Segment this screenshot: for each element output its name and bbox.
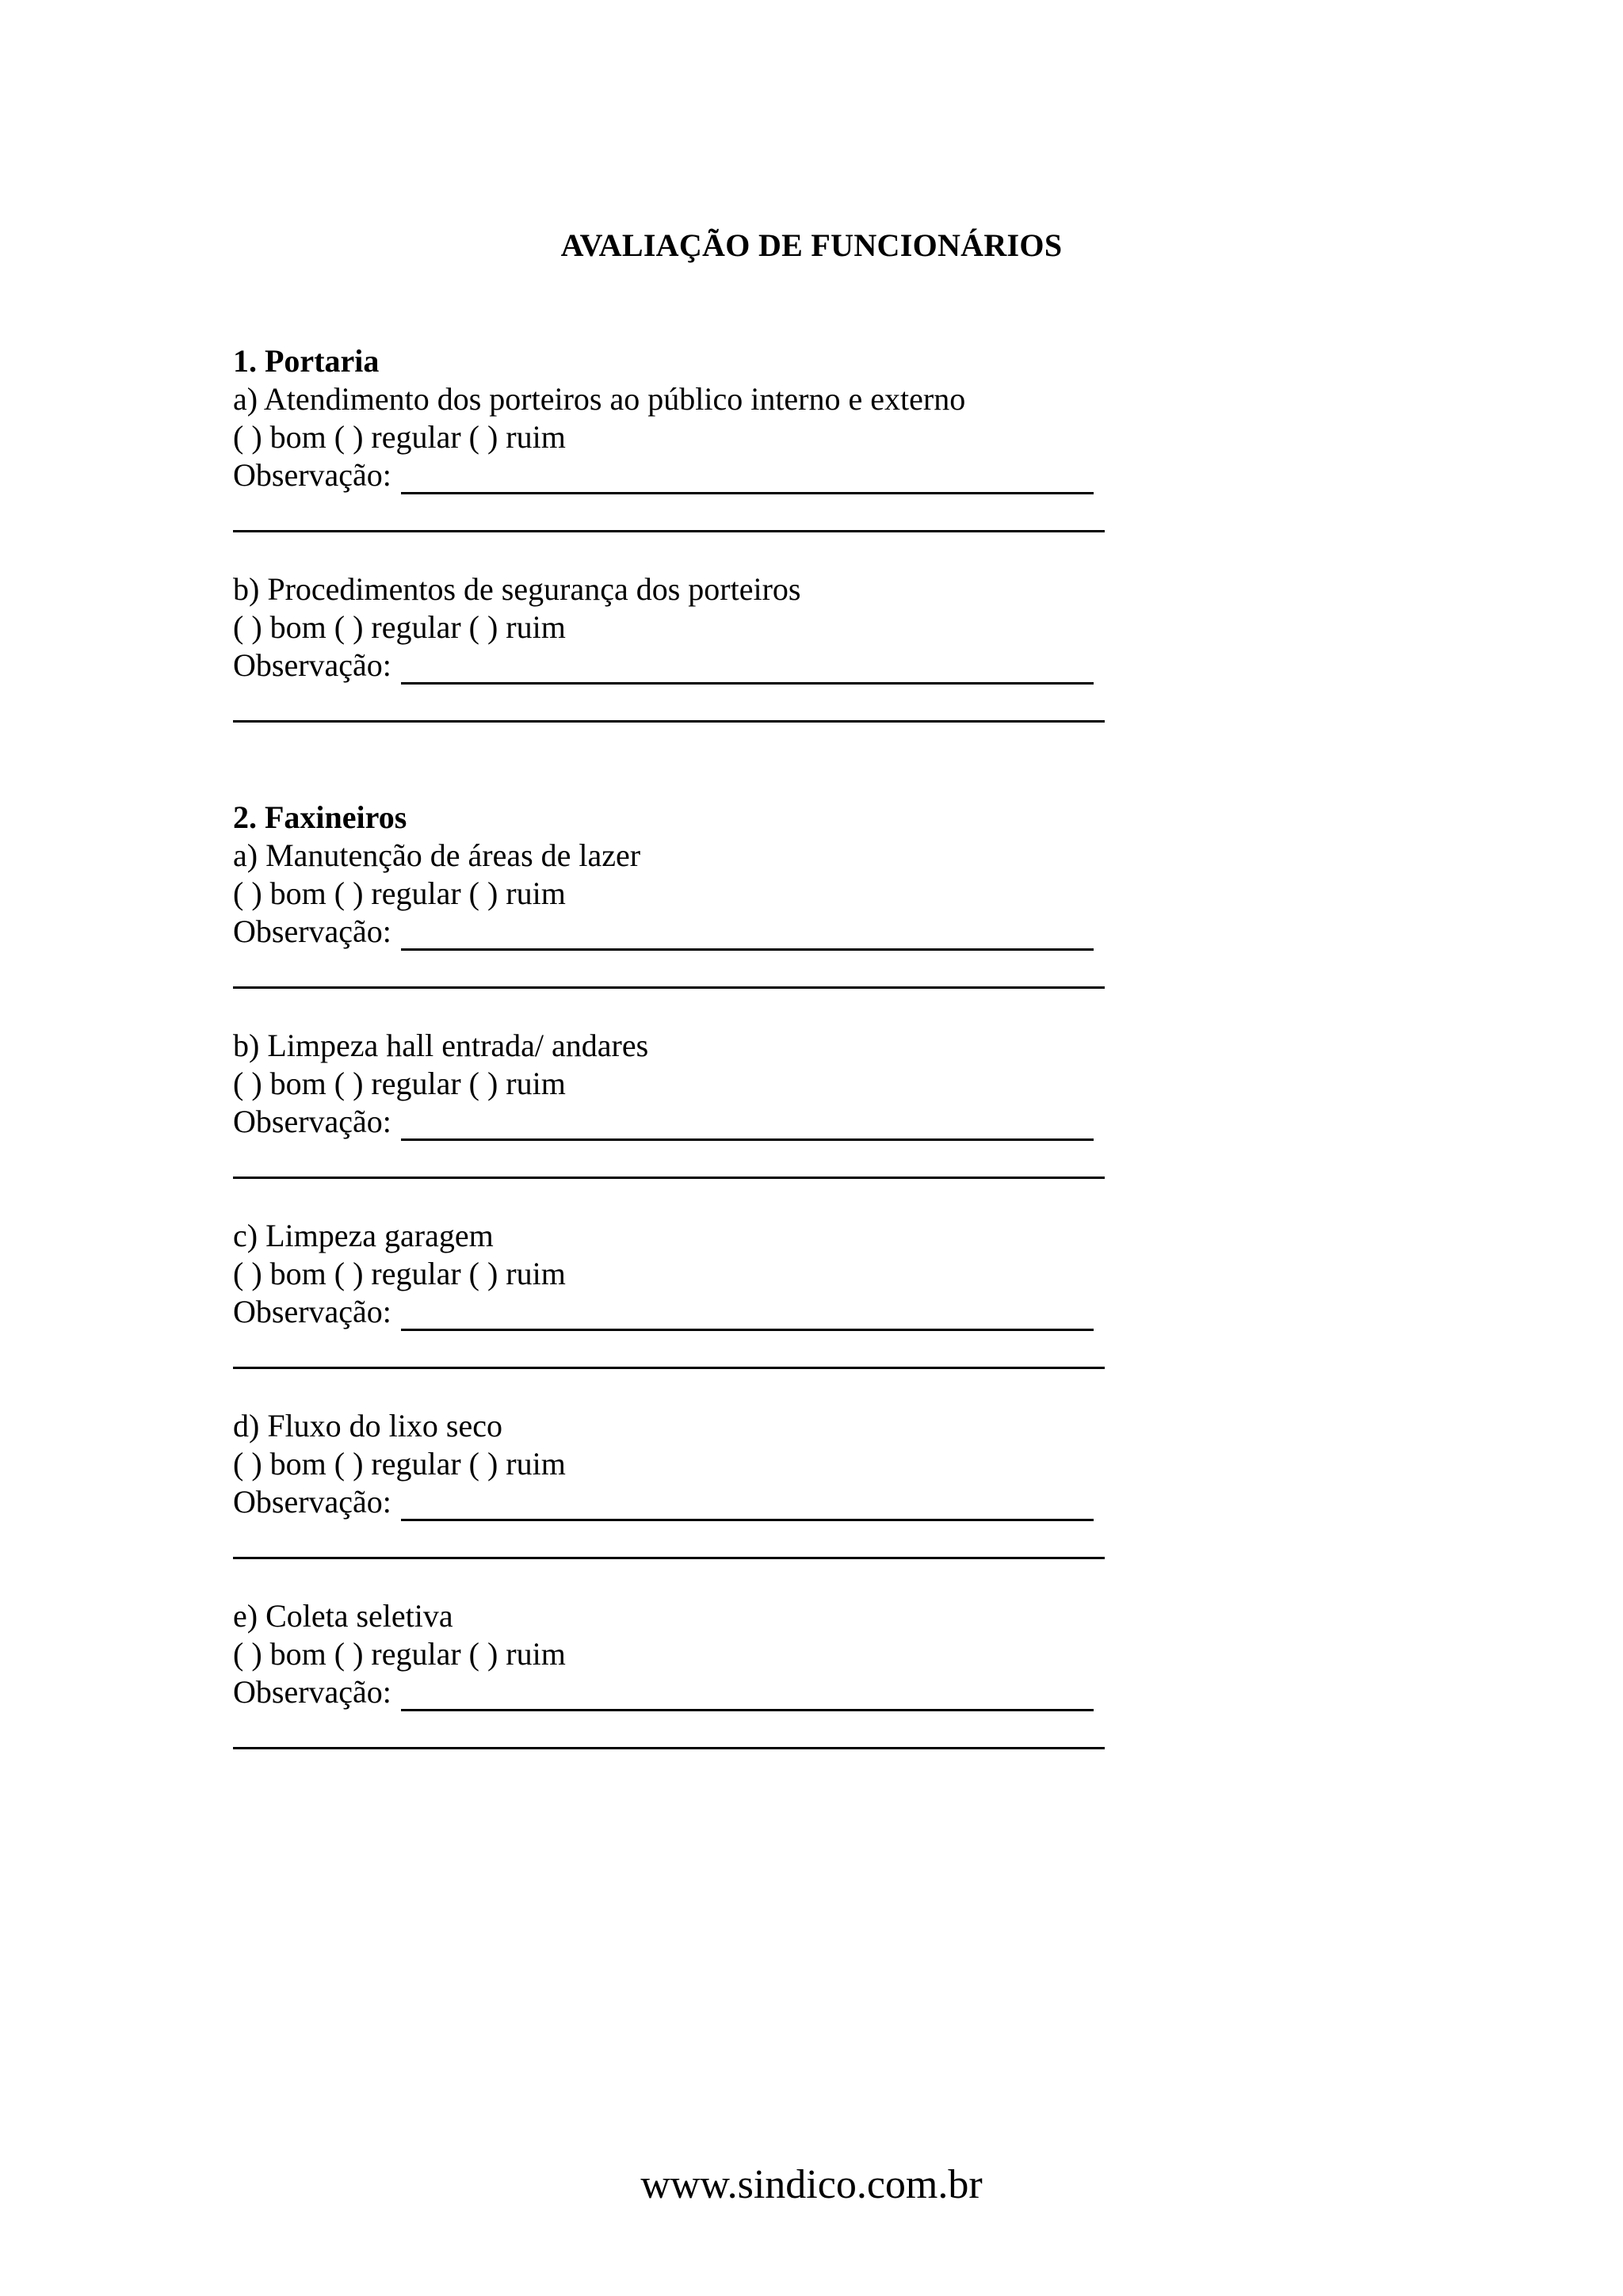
observation-field[interactable]	[401, 1299, 1094, 1331]
observation-continuation-line[interactable]	[233, 1331, 1105, 1369]
observation-continuation-line[interactable]	[233, 685, 1105, 723]
observation-field[interactable]	[401, 918, 1094, 951]
observation-row	[233, 1673, 1121, 1711]
form-content	[233, 342, 1121, 1787]
rating-options[interactable]: ( ) bom ( ) regular ( ) ruim	[233, 875, 566, 911]
observation-label: Observação:	[233, 913, 391, 949]
observation-row	[233, 456, 1121, 494]
observation-field[interactable]	[401, 462, 1094, 494]
observation-row	[233, 646, 1121, 685]
observation-row	[233, 1103, 1121, 1141]
rating-options[interactable]: ( ) bom ( ) regular ( ) ruim	[233, 609, 566, 645]
rating-options[interactable]: ( ) bom ( ) regular ( ) ruim	[233, 1636, 566, 1672]
observation-label: Observação:	[233, 647, 391, 683]
footer-website-link[interactable]: www.sindico.com.br	[640, 2162, 983, 2207]
evaluation-item	[233, 1217, 1121, 1369]
observation-label: Observação:	[233, 1294, 391, 1329]
document-title: AVALIAÇÃO DE FUNCIONÁRIOS	[560, 227, 1063, 263]
observation-continuation-line[interactable]	[233, 1521, 1105, 1559]
item-label: b) Procedimentos de segurança dos porteiros	[233, 571, 801, 607]
observation-label: Observação:	[233, 1104, 391, 1139]
observation-continuation-line[interactable]	[233, 1711, 1105, 1749]
rating-options[interactable]: ( ) bom ( ) regular ( ) ruim	[233, 1446, 566, 1482]
observation-row	[233, 1483, 1121, 1521]
section-heading: 2. Faxineiros	[233, 799, 407, 835]
item-label: b) Limpeza hall entrada/ andares	[233, 1028, 649, 1063]
observation-continuation-line[interactable]	[233, 951, 1105, 989]
observation-row	[233, 913, 1121, 951]
evaluation-item	[233, 1597, 1121, 1749]
evaluation-item	[233, 1407, 1121, 1559]
evaluation-item	[233, 380, 1121, 532]
section-faxineiros	[233, 799, 1121, 1749]
evaluation-item	[233, 1027, 1121, 1179]
observation-label: Observação:	[233, 457, 391, 493]
observation-field[interactable]	[401, 652, 1094, 685]
item-label: a) Atendimento dos porteiros ao público interno e externo	[233, 381, 966, 417]
observation-continuation-line[interactable]	[233, 1141, 1105, 1179]
observation-field[interactable]	[401, 1489, 1094, 1521]
evaluation-item	[233, 837, 1121, 989]
item-label: c) Limpeza garagem	[233, 1218, 494, 1253]
item-label: e) Coleta seletiva	[233, 1598, 453, 1634]
item-label: d) Fluxo do lixo seco	[233, 1408, 502, 1444]
observation-field[interactable]	[401, 1679, 1094, 1711]
observation-continuation-line[interactable]	[233, 494, 1105, 532]
observation-field[interactable]	[401, 1108, 1094, 1141]
observation-label: Observação:	[233, 1674, 391, 1710]
observation-row	[233, 1293, 1121, 1331]
observation-label: Observação:	[233, 1484, 391, 1520]
section-heading: 1. Portaria	[233, 343, 380, 379]
item-label: a) Manutenção de áreas de lazer	[233, 837, 641, 873]
rating-options[interactable]: ( ) bom ( ) regular ( ) ruim	[233, 1066, 566, 1101]
rating-options[interactable]: ( ) bom ( ) regular ( ) ruim	[233, 419, 566, 455]
rating-options[interactable]: ( ) bom ( ) regular ( ) ruim	[233, 1256, 566, 1291]
section-portaria	[233, 342, 1121, 723]
evaluation-item	[233, 570, 1121, 723]
